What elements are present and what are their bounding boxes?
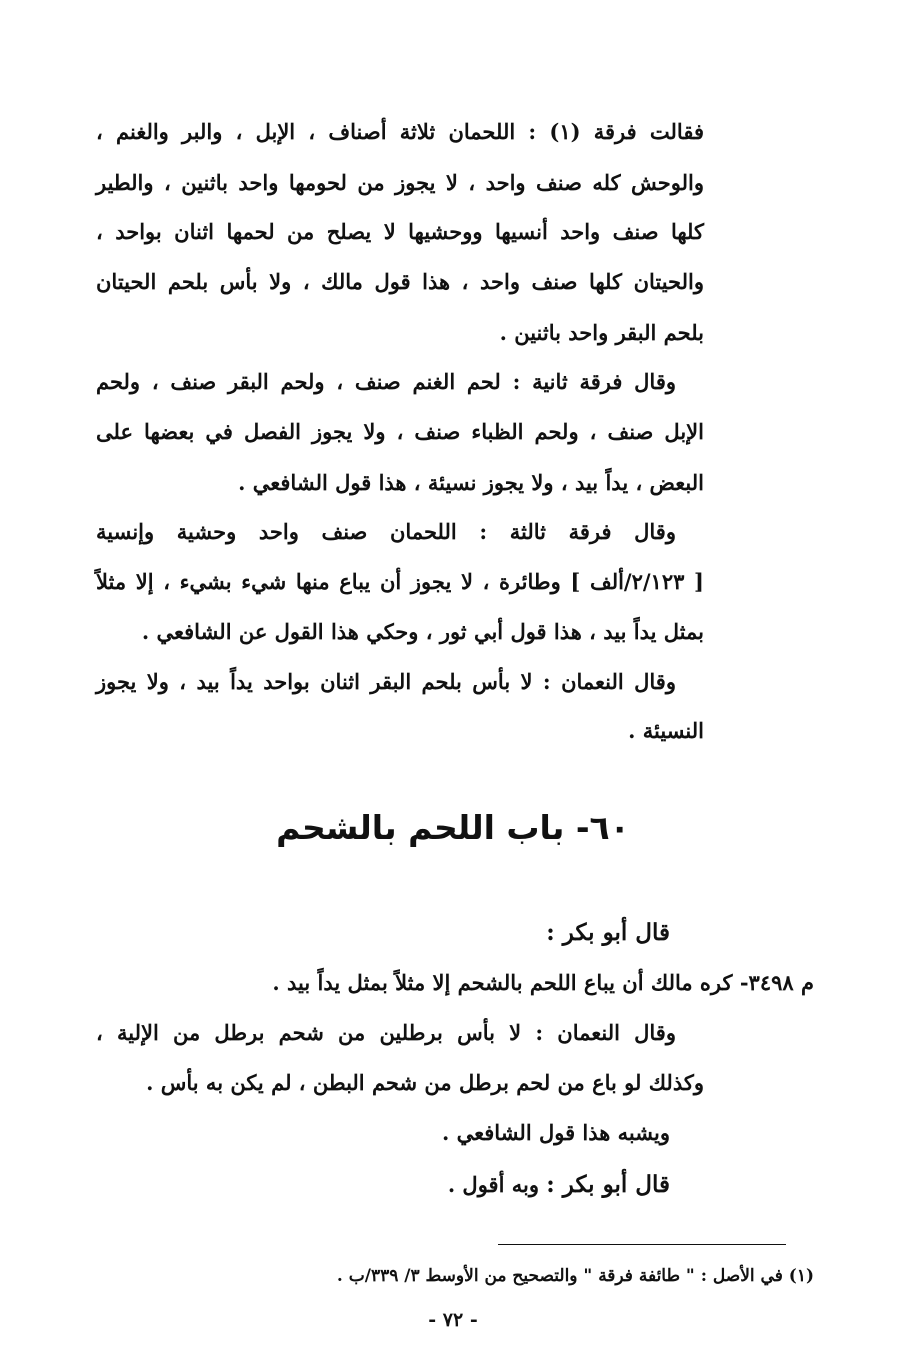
text-line: فقالت فرقة (١) : اللحمان ثلاثة أصناف ، الإبل ، والبر والغنم ،: [96, 119, 704, 144]
text-line: بمثل يداً بيد ، هذا قول أبي ثور ، وحكي هذا القول عن الشافعي .: [141, 619, 704, 644]
text-line: الإبل صنف ، ولحم الظباء صنف ، ولا يجوز الفصل في بعضها على: [96, 419, 704, 444]
text-line: وقال النعمان : لا بأس برطلين من شحم برطل من الإلية ،: [96, 1020, 676, 1045]
text-line: النسيئة .: [628, 718, 704, 743]
closing-line: [448, 1170, 670, 1200]
text-line: وقال النعمان : لا بأس بلحم البقر اثنان بواحد يداً بيد ، ولا يجوز: [96, 669, 676, 694]
closing-text: وبه أقول .: [447, 1172, 539, 1197]
abu-bakr-heading: قال أبو بكر :: [546, 919, 670, 946]
text-line: [ ٢/١٢٣/ألف ] وطائرة ، لا يجوز أن يباع منها شيء بشيء ، إلا مثلاً: [96, 569, 704, 594]
text-line: وكذلك لو باع من لحم برطل من شحم البطن ، لم يكن به بأس .: [146, 1070, 704, 1095]
numbered-entry: م ٣٤٩٨- كره مالك أن يباع اللحم بالشحم إلا مثلاً بمثل يداً بيد .: [272, 970, 814, 995]
text-line: والوحش كله صنف واحد ، لا يجوز من لحومها واحد باثنين ، والطير: [96, 170, 704, 195]
text-line: والحيتان كلها صنف واحد ، هذا قول مالك ، ولا بأس بلحم الحيتان: [96, 269, 704, 294]
text-line: وقال فرقة ثالثة : اللحمان صنف واحد وحشية وإنسية: [96, 519, 676, 544]
text-line: ويشبه هذا قول الشافعي .: [442, 1120, 670, 1145]
footnote: (١) في الأصل : " طائفة فرقة " والتصحيح من الأوسط ٣/ ٣٣٩/ب .: [336, 1266, 814, 1286]
chapter-heading: ٦٠- باب اللحم بالشحم: [276, 808, 630, 847]
text-line: كلها صنف واحد أنسيها ووحشيها لا يصلح من لحمها اثنان بواحد ،: [96, 219, 704, 244]
text-line: البعض ، يداً بيد ، ولا يجوز نسيئة ، هذا قول الشافعي .: [238, 470, 704, 495]
page-number: - ٧٢ -: [428, 1309, 478, 1331]
text-line: بلحم البقر واحد باثنين .: [499, 320, 704, 345]
closing-label: قال أبو بكر :: [546, 1171, 670, 1198]
footnote-separator: [498, 1244, 786, 1245]
text-line: وقال فرقة ثانية : لحم الغنم صنف ، ولحم البقر صنف ، ولحم: [96, 369, 676, 394]
